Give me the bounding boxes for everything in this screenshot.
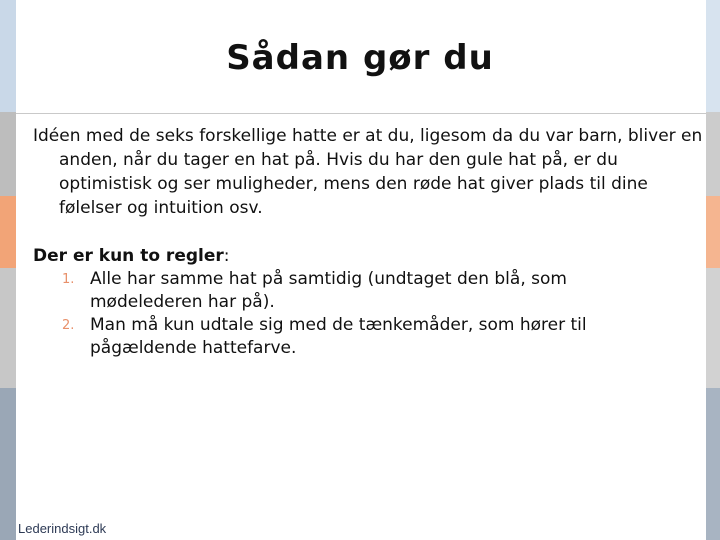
left-color-bar (0, 0, 16, 540)
right-color-bar (706, 0, 720, 540)
lederindsigt-logo: Lederindsigt.dk (18, 521, 107, 536)
intro-paragraph: Idéen med de seks forskellige hatte er at du, ligesom da du var barn, bliver en anden, når du tager en hat på. Hvis du har den gule hat på, er du optimistisk og ser muligheder, mens den røde hat giver plads til dine følelser og intuition osv. (33, 126, 703, 218)
rule-number: 2. (62, 318, 75, 333)
title-divider (16, 113, 706, 114)
rules-heading-suffix: : (223, 246, 230, 266)
rule-item (62, 314, 662, 360)
rule-number: 1. (62, 272, 75, 287)
slide-title: Sådan gør du (226, 38, 494, 78)
rule-item (62, 268, 662, 314)
rules-heading-text: Der er kun to regler (33, 246, 224, 266)
rule-text: Alle har samme hat på samtidig (undtaget den blå, som mødelederen har på). (90, 269, 567, 312)
rules-list (62, 268, 662, 360)
rules-heading (33, 244, 230, 268)
rule-text: Man må kun udtale sig med de tænkemåder, som hører til pågældende hattefarve. (90, 315, 587, 358)
